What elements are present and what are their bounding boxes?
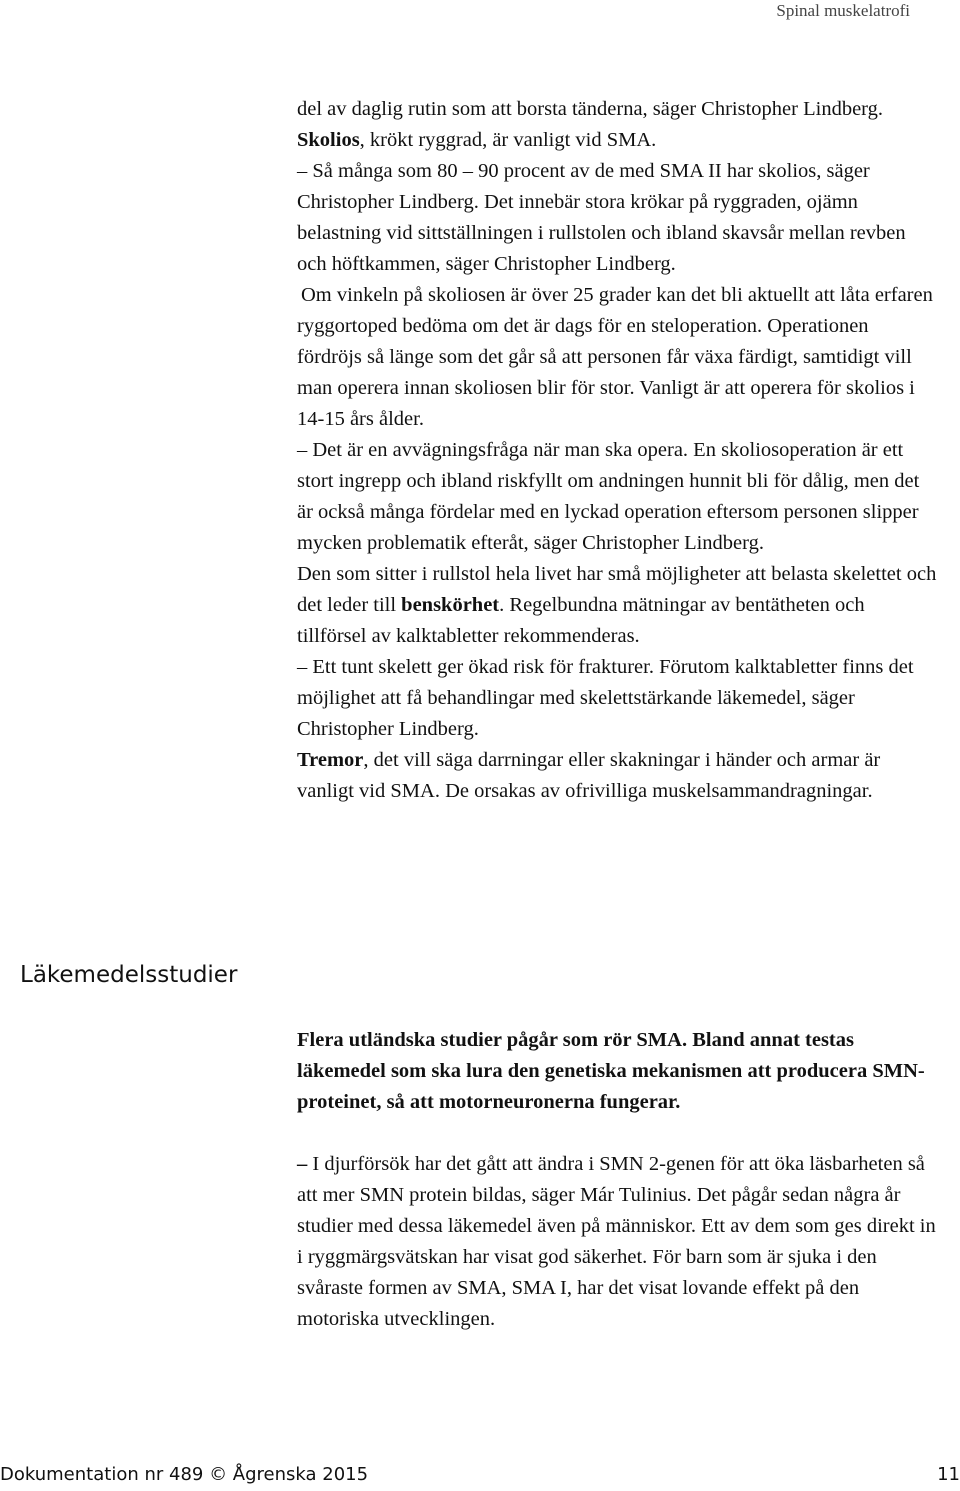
paragraph-benskorhet [297,559,937,652]
article-body-upper [297,94,937,807]
paragraph-skolios [297,125,937,156]
paragraph-benskorhet-pre: Den som sitter i rullstol hela livet har små möjligheter att belasta skelettet och det leder till [297,563,937,616]
section-heading: Läkemedelsstudier [20,962,238,988]
page-number: 11 [937,1464,960,1485]
paragraph-intro: del av daglig rutin som att borsta tänderna, säger Christopher Lindberg. [297,98,884,120]
running-header: Spinal muskelatrofi [776,1,910,20]
paragraph-tremor-text: , det vill säga darrningar eller skakningar i händer och armar är vanligt vid SMA. De orsakas av ofrivilliga muskelsammandragningar. [297,749,881,802]
paragraph-djurforsok-text: I djurförsök har det gått att ändra i SMN 2-genen för att öka läsbarheten så att mer SMN protein bildas, säger Már Tulinius. Det pågår sedan några år studier med dessa läkemedel även på människor. Ett av dem som ges direkt in i ryggmärgsvätskan har visat god säkerhet. För barn som är sjuka i den svåraste formen av SMA, SMA I, har det visat lovande effekt på den motoriska utvecklingen. [297,1153,936,1330]
paragraph-skolios-quote: – Så många som 80 – 90 procent av de med SMA II har skolios, säger Christopher Lindberg. Det innebär stora krökar på ryggraden, ojämn belastning vid sittställningen i rullstolen och ibland skavsår mellan revben och höftkammen, säger Christopher Lindberg. [297,160,906,275]
paragraph-skelett-quote: – Ett tunt skelett ger ökad risk för frakturer. Förutom kalktabletter finns det möjlighet att få behandlingar med skelettstärkande läkemedel, säger Christopher Lindberg. [297,656,914,740]
paragraph-djurforsok [297,1149,937,1335]
article-body-lower [297,1149,937,1335]
paragraph-tremor [297,745,937,807]
paragraph-operation-quote: – Det är en avvägningsfråga när man ska opera. En skoliosoperation är ett stort ingrepp och ibland riskfyllt om andningen hunnit bli för dålig, men det är också många fördelar med en lyckad operation eftersom personen slipper mycken problematik efteråt, säger Christopher Lindberg. [297,439,920,554]
section-lead [297,1025,937,1118]
paragraph-skolios-text: , krökt ryggrad, är vanligt vid SMA. [359,129,657,151]
term-skolios: Skolios [297,129,360,151]
quote-dash: – [297,1153,308,1175]
footer-publication: Dokumentation nr 489 © Ågrenska 2015 [0,1464,369,1485]
lead-paragraph: Flera utländska studier pågår som rör SMA. Bland annat testas läkemedel som ska lura den genetiska mekanismen att producera SMN-proteinet, så att motorneuronerna fungerar. [297,1029,925,1113]
paragraph-vinkel: Om vinkeln på skoliosen är över 25 grader kan det bli aktuellt att låta erfaren ryggortoped bedöma om det är dags för en steloperation. Operationen fördröjs så länge som det går så att personen får växa färdigt, samtidigt vill man operera innan skoliosen blir för stor. Vanligt är att operera för skolios i 14-15 års ålder. [297,284,933,430]
term-benskorhet: benskörhet [401,594,500,616]
term-tremor: Tremor [297,749,364,771]
paragraph-benskorhet-post: . Regelbundna mätningar av bentätheten och tillförsel av kalktabletter rekommenderas. [297,594,865,647]
